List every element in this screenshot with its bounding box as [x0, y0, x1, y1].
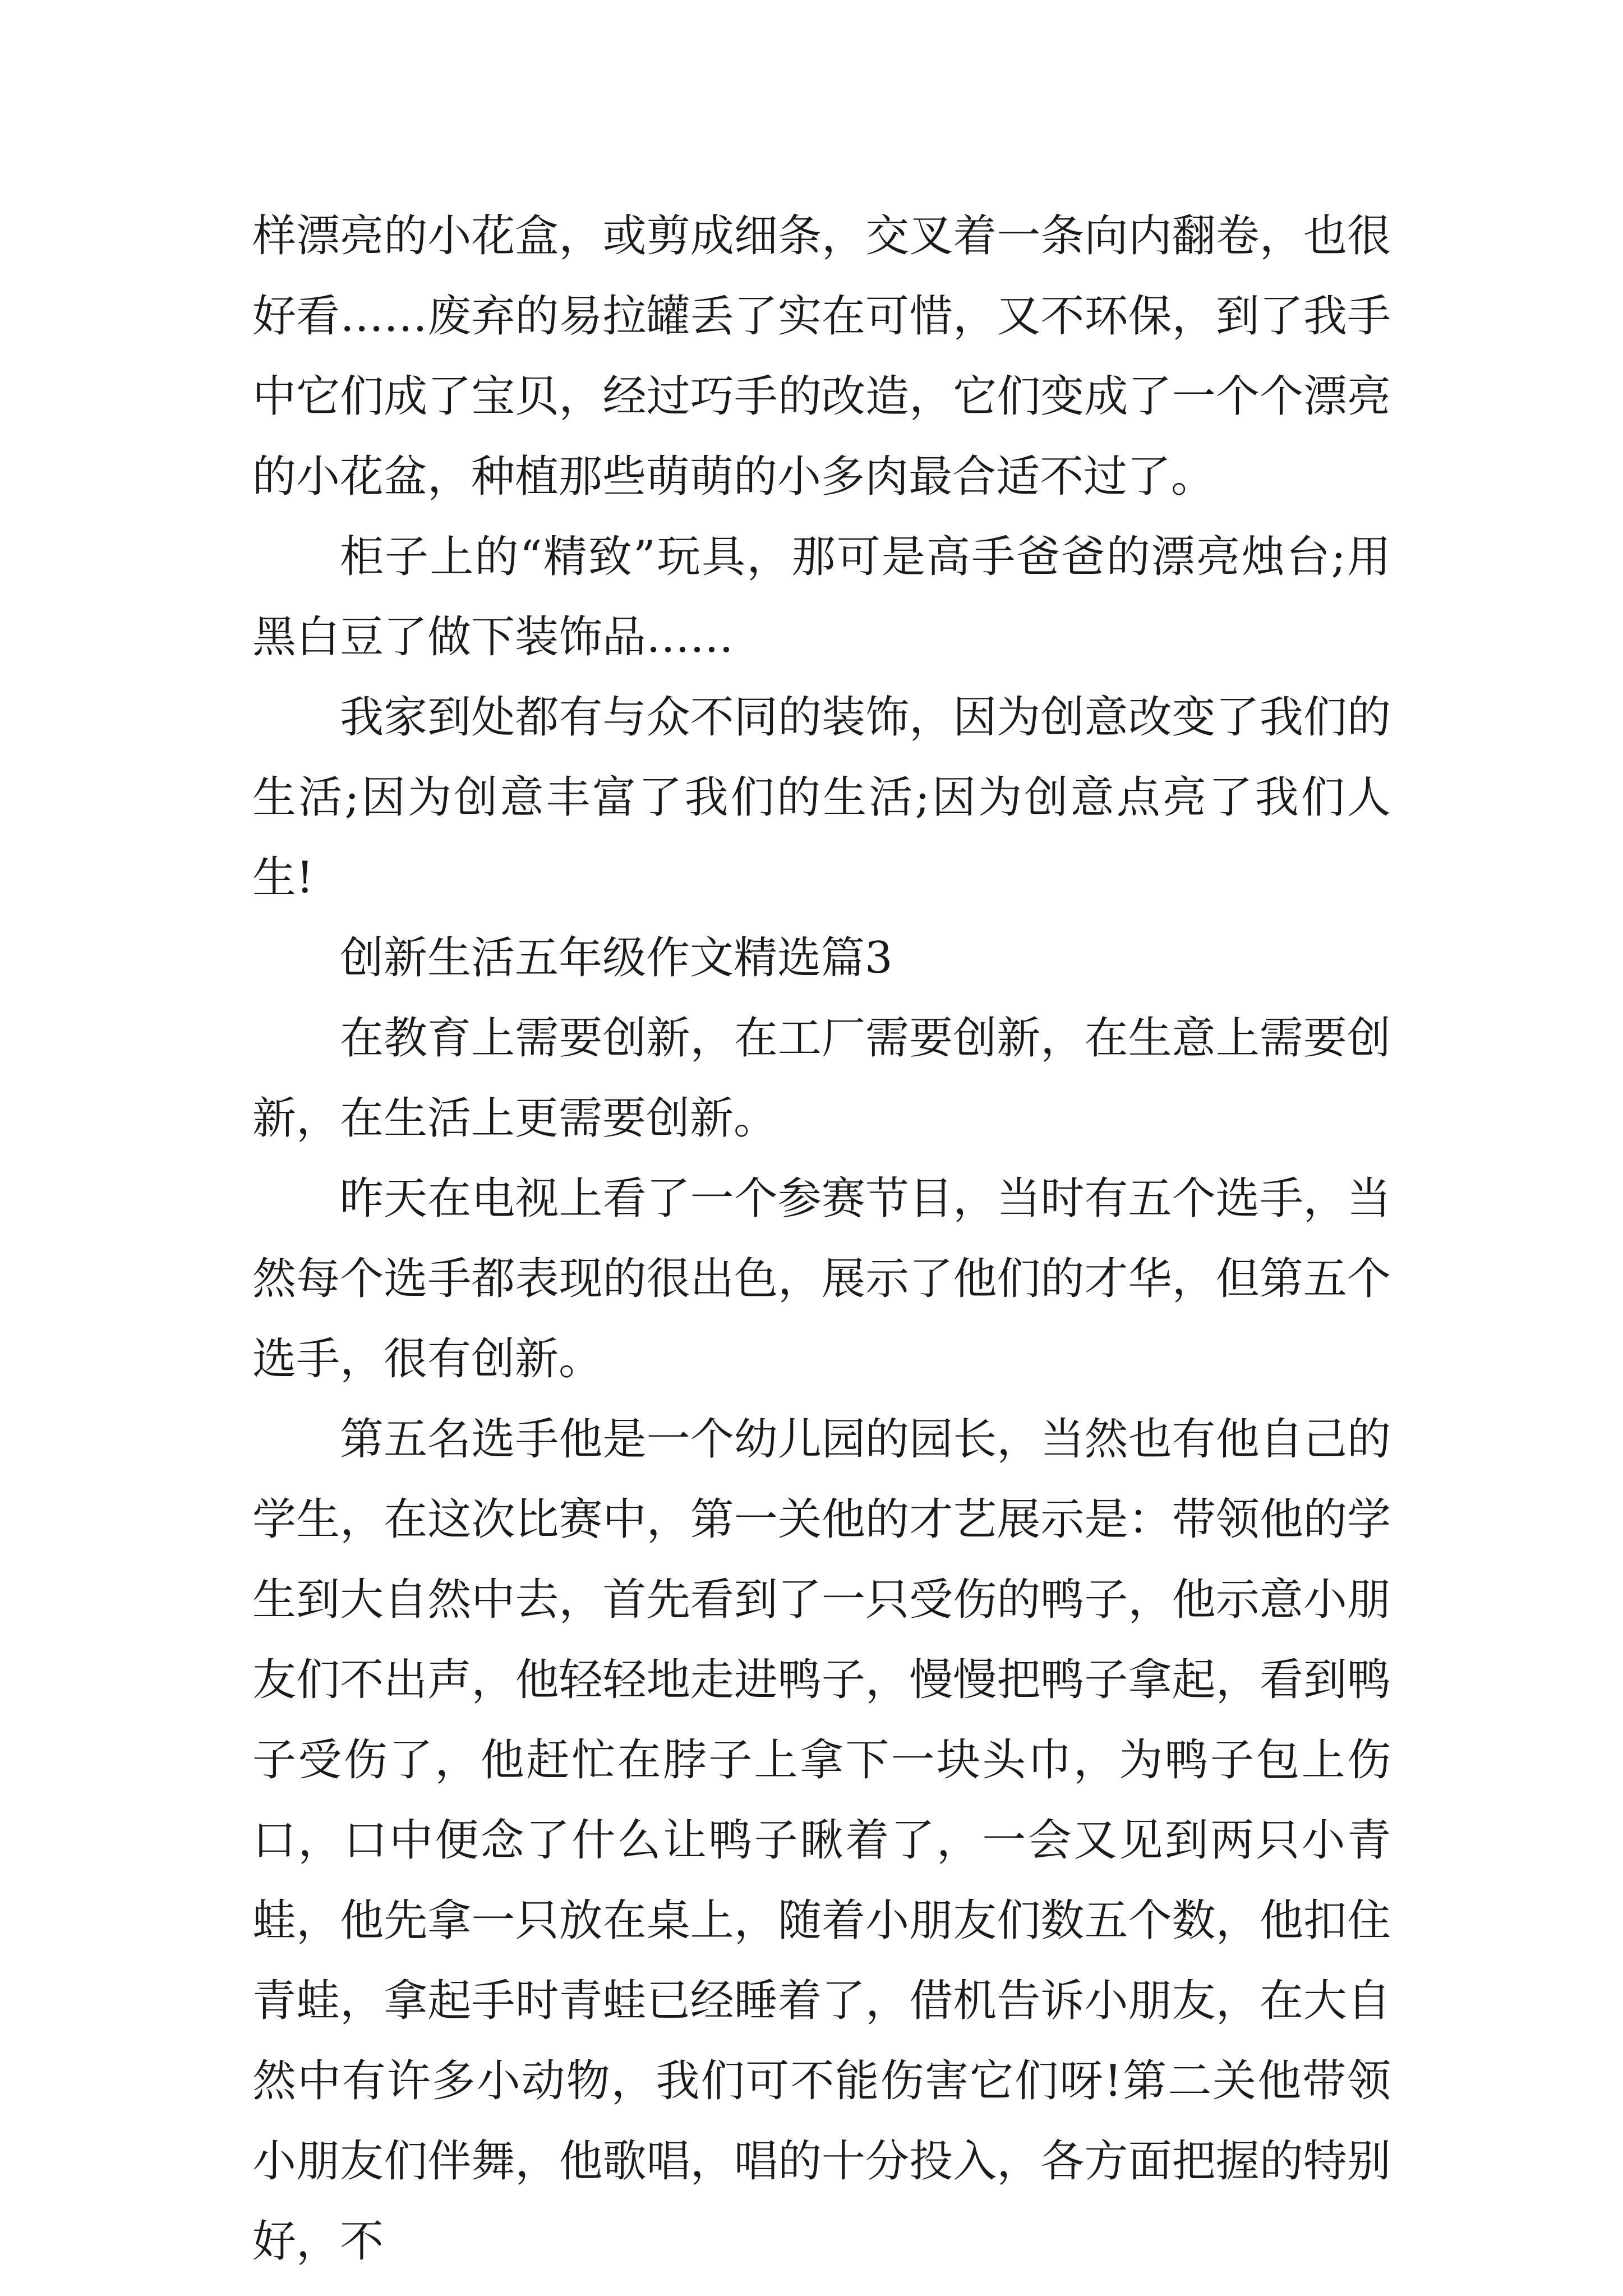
paragraph: 在教育上需要创新，在工厂需要创新，在生意上需要创新，在生活上更需要创新。	[252, 1013, 1391, 1144]
paragraph: 柜子上的“精致”玩具，那可是高手爸爸的漂亮烛台;用黑白豆了做下装饰品……	[252, 532, 1391, 662]
essay-body	[252, 196, 1391, 2282]
paragraph-continued: 样漂亮的小花盒，或剪成细条，交叉着一条向内翻卷，也很好看……废弃的易拉罐丢了实在可惜，又不环保，到了我手中它们成了宝贝，经过巧手的改造，它们变成了一个个漂亮的小花盆，种植那些萌萌的小多肉最合适不过了。	[252, 211, 1391, 502]
paragraph: 我家到处都有与众不同的装饰，因为创意改变了我们的生活;因为创意丰富了我们的生活;因为创意点亮了我们人生!	[252, 692, 1391, 903]
section-heading: 创新生活五年级作文精选篇3	[340, 933, 893, 983]
paragraph: 昨天在电视上看了一个参赛节目，当时有五个选手，当然每个选手都表现的很出色，展示了他们的才华，但第五个选手，很有创新。	[252, 1174, 1391, 1384]
paragraph: 第五名选手他是一个幼儿园的园长，当然也有他自己的学生，在这次比赛中，第一关他的才艺展示是：带领他的学生到大自然中去，首先看到了一只受伤的鸭子，他示意小朋友们不出声，他轻轻地走进鸭子，慢慢把鸭子拿起，看到鸭子受伤了，他赶忙在脖子上拿下一块头巾，为鸭子包上伤口，口中便念了什么让鸭子瞅着了，一会又见到两只小青蛙，他先拿一只放在桌上，随着小朋友们数五个数，他扣住青蛙，拿起手时青蛙已经睡着了，借机告诉小朋友，在大自然中有许多小动物，我们可不能伤害它们呀!第二关他带领小朋友们伴舞，他歌唱，唱的十分投入，各方面把握的特别好，不	[252, 1414, 1391, 2267]
